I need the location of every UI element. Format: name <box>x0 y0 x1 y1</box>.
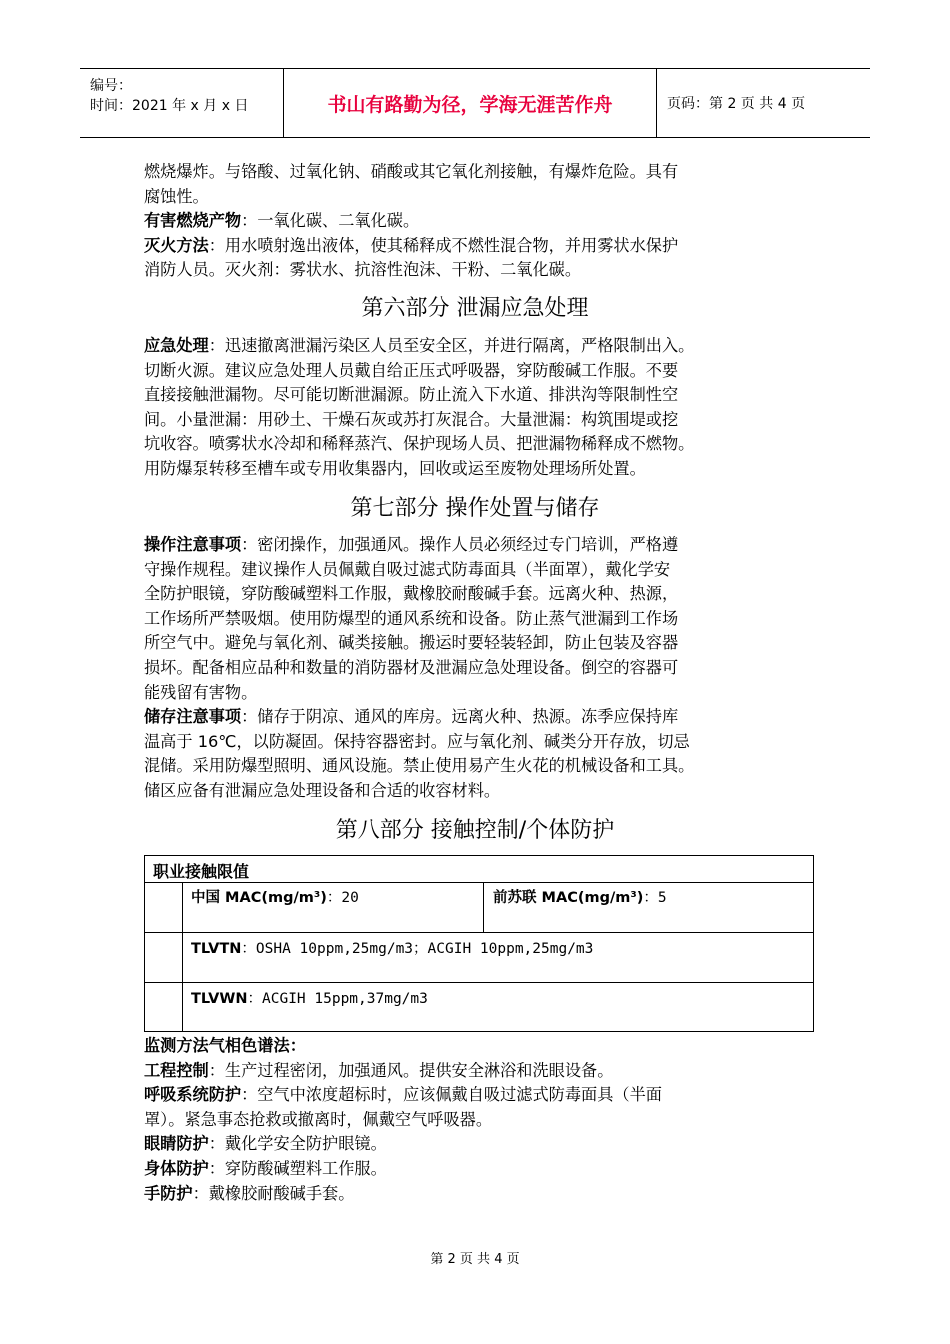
table-title: 职业接触限值 <box>153 862 250 881</box>
emergency-line <box>144 334 820 359</box>
header-meta-cell <box>80 69 284 137</box>
respiratory-line2: 罩）。紧急事态抢救或撤离时，佩戴空气呼吸器。 <box>144 1109 493 1129</box>
page-number-info: 页码：第 2 页 共 4 页 <box>667 96 806 112</box>
mac-china-value: ：20 <box>326 890 359 906</box>
document-number-label: 编号： <box>90 78 132 94</box>
motto-text: 书山有路勤为径，学海无涯苦作舟 <box>327 93 613 116</box>
operation-line: 能残留有害物。 <box>144 682 258 702</box>
operation-line: 工作场所严禁吸烟。使用防爆型的通风系统和设备。防止蒸气泄漏到工作场 <box>144 608 679 628</box>
section8-title: 第八部分 接触控制/个体防护 <box>335 818 615 843</box>
mac-ussr-label: 前苏联 MAC(mg/m³) <box>493 890 644 906</box>
storage-label: 储存注意事项 <box>144 707 242 727</box>
emergency-line: 切断火源。建议应急处理人员戴自给正压式呼吸器，穿防酸碱工作服。不要 <box>144 360 679 380</box>
eye-label: 眼睛防护 <box>144 1134 209 1154</box>
table-divider <box>145 882 813 883</box>
mac-ussr-cell <box>493 886 667 907</box>
header-page-cell <box>657 69 870 137</box>
mac-china-label: 中国 MAC(mg/m³) <box>191 890 327 906</box>
exposure-limits-table <box>144 855 814 1032</box>
engineering-line <box>144 1059 820 1084</box>
fire-method-line2: 消防人员。灭火剂：雾状水、抗溶性泡沫、干粉、二氧化碳。 <box>144 260 582 280</box>
page-footer: 第 2 页 共 4 页 <box>430 1252 520 1267</box>
operation-line: 损坏。配备相应品种和数量的消防器材及泄漏应急处理设备。倒空的容器可 <box>144 657 679 677</box>
body-label: 身体防护 <box>144 1158 209 1178</box>
engineering-text: ：生产过程密闭，加强通风。提供安全淋浴和洗眼设备。 <box>208 1060 614 1080</box>
tlvwn-value: ：ACGIH 15ppm,37mg/m3 <box>247 991 428 1007</box>
body-line <box>144 1157 820 1182</box>
respiratory-text: ：空气中浓度超标时，应该佩戴自吸过滤式防毒面具（半面 <box>241 1085 662 1105</box>
fire-method <box>144 234 820 259</box>
emergency-line: 用防爆泵转移至槽车或专用收集器内，回收或运至废物处理场所处置。 <box>144 458 646 478</box>
intro-line: 燃烧爆炸。与铬酸、过氧化钠、硝酸或其它氧化剂接触，有爆炸危险。具有 <box>144 162 679 181</box>
storage-line: 储区应备有泄漏应急处理设备和合适的收容材料。 <box>144 780 501 800</box>
tlvwn-label: TLVWN <box>191 991 248 1007</box>
storage-text: ：储存于阴凉、通风的库房。远离火种、热源。冻季应保持库 <box>241 707 679 727</box>
protection-section <box>144 1034 820 1206</box>
operation-line: 全防护眼镜，穿防酸碱塑料工作服，戴橡胶耐酸碱手套。远离火种、热源， <box>144 584 679 604</box>
operation-text: ：密闭操作，加强通风。操作人员必须经过专门培训，严格遵 <box>241 535 679 554</box>
page-header <box>80 68 870 138</box>
eye-line <box>144 1132 820 1157</box>
table-divider <box>182 882 183 1031</box>
mac-china-cell <box>191 886 359 907</box>
hazard-text: ：一氧化碳、二氧化碳。 <box>241 211 420 231</box>
monitor-line <box>144 1034 820 1059</box>
header-motto-cell <box>284 69 657 137</box>
operation-label: 操作注意事项 <box>144 535 242 554</box>
emergency-label: 应急处理 <box>144 336 209 355</box>
section7-body <box>144 533 820 804</box>
storage-line: 温高于 16℃，以防凝固。保持容器密封。应与氧化剂、碱类分开存放，切忌 <box>144 731 690 751</box>
mac-ussr-value: ：5 <box>643 890 667 906</box>
hand-text: ：戴橡胶耐酸碱手套。 <box>192 1183 355 1203</box>
section7-title: 第七部分 操作处置与储存 <box>350 496 600 521</box>
hand-label: 手防护 <box>144 1183 193 1203</box>
respiratory-line <box>144 1083 820 1108</box>
emergency-line: 直接接触泄漏物。尽可能切断泄漏源。防止流入下水道、排洪沟等限制性空 <box>144 385 679 405</box>
fire-text: ：用水喷射逸出液体，使其稀释成不燃性混合物，并用雾状水保护 <box>208 235 679 255</box>
storage-line: 混储。采用防爆型照明、通风设施。禁止使用易产生火花的机械设备和工具。 <box>144 756 695 776</box>
table-divider <box>483 882 484 932</box>
section6-title: 第六部分 泄漏应急处理 <box>361 296 589 321</box>
hazard-products <box>144 209 820 234</box>
hazard-label: 有害燃烧产物 <box>144 211 242 231</box>
monitor-text: ： <box>289 1036 306 1055</box>
document-date: 时间：2021 年 x 月 x 日 <box>90 98 249 114</box>
hand-line <box>144 1182 820 1207</box>
operation-line: 所空气中。避免与氧化剂、碱类接触。搬运时要轻装轻卸，防止包装及容器 <box>144 633 679 653</box>
tlvtn-value: ：OSHA 10ppm,25mg/m3；ACGIH 10ppm,25mg/m3 <box>241 941 594 957</box>
emergency-text: ：迅速撤离泄漏污染区人员至安全区，并进行隔离，严格限制出入。 <box>208 336 695 355</box>
table-divider <box>145 932 813 933</box>
intro-line: 腐蚀性。 <box>144 186 209 206</box>
operation-line <box>144 533 820 558</box>
tlvtn-cell <box>191 937 593 958</box>
engineering-label: 工程控制 <box>144 1060 209 1080</box>
tlvwn-cell <box>191 987 428 1008</box>
tlvtn-label: TLVTN <box>191 941 242 957</box>
monitor-label: 监测方法气相色谱法 <box>144 1036 290 1055</box>
respiratory-label: 呼吸系统防护 <box>144 1085 242 1105</box>
body-text: ：穿防酸碱塑料工作服。 <box>208 1158 387 1178</box>
operation-line: 守操作规程。建议操作人员佩戴自吸过滤式防毒面具（半面罩），戴化学安 <box>144 559 671 579</box>
section6-body <box>144 334 820 482</box>
emergency-line: 坑收容。喷雾状水冷却和稀释蒸汽、保护现场人员、把泄漏物稀释成不燃物。 <box>144 434 695 454</box>
fire-label: 灭火方法 <box>144 235 209 255</box>
table-divider <box>145 982 813 983</box>
storage-line <box>144 705 820 730</box>
intro-paragraph <box>144 160 820 283</box>
emergency-line: 间。小量泄漏：用砂土、干燥石灰或苏打灰混合。大量泄漏：构筑围堤或挖 <box>144 409 679 429</box>
eye-text: ：戴化学安全防护眼镜。 <box>208 1134 387 1154</box>
